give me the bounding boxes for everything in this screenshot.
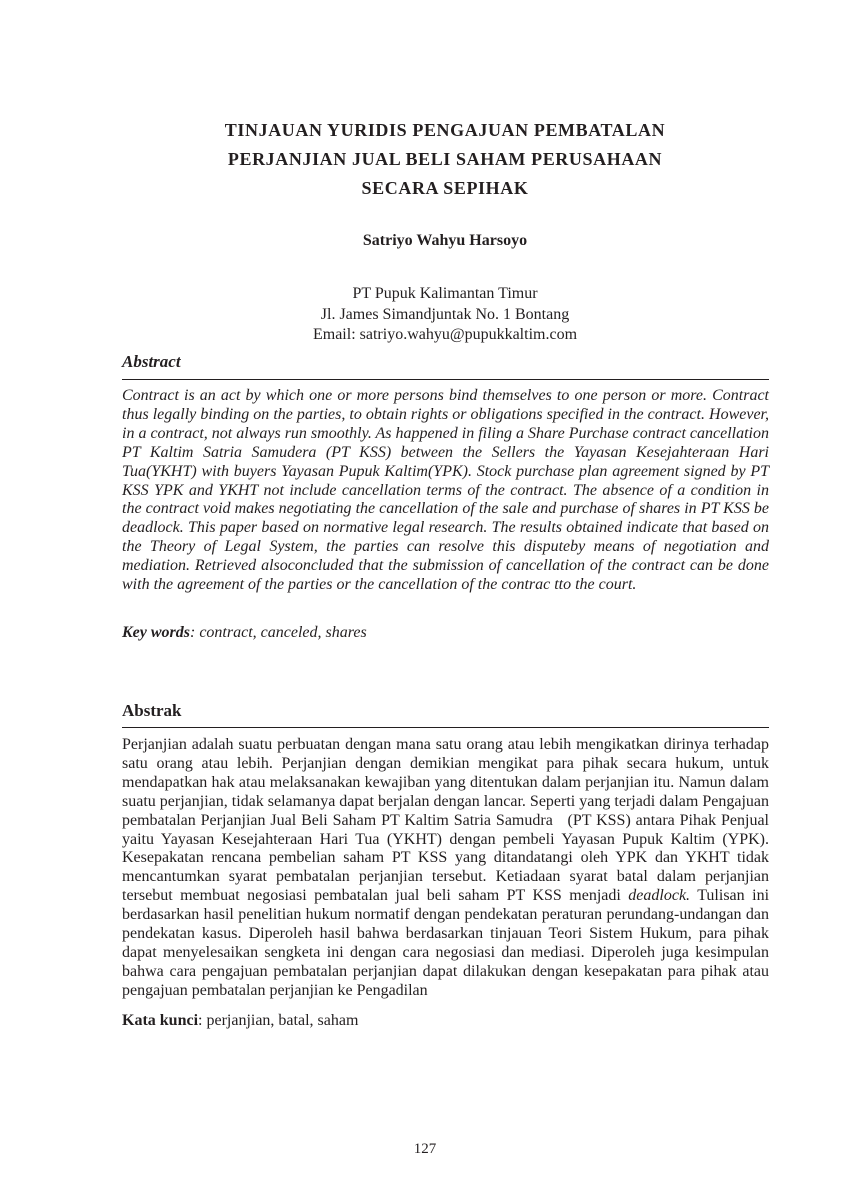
affiliation-address: Jl. James Simandjuntak No. 1 Bontang [320, 305, 570, 323]
abstract-heading: Abstract [122, 352, 181, 371]
abstract-text: Contract is an act by which one or more persons bind themselves to one person or more. Contract thus legally binding on the parties, to obtain rights or obligations specified in the contract. However, in a contract, not always run smoothly. As happened in filing a Share Purchase contract cancellation PT Kaltim Satria Samudera (PT KSS) between the Sellers the Yayasan Kesejahteraan Hari Tua(YKHT) with buyers Yayasan Pupuk Kaltim(YPK). Stock purchase plan agreement signed by PT KSS YPK and YKHT not include cancellation terms of the contract. The absence of a condition in the contract void makes negotiating the cancellation of the sale and purchase of shares in PT KSS be deadlock. This paper based on normative legal research. The results obtained indicate that based on the Theory of Legal System, the parties can resolve this disputeby means of negotiation and mediation. Retrieved alsoconcluded that the submission of cancellation of the contract can be done with the agreement of the parties or the cancellation of the contrac tto the court. [122, 387, 769, 594]
title-line-1: TINJAUAN YURIDIS PENGAJUAN PEMBATALAN [224, 120, 666, 140]
title-line-3: SECARA SEPIHAK [361, 178, 529, 198]
abstract-keywords [122, 624, 367, 642]
page-number: 127 [413, 1141, 437, 1157]
affiliation-email: Email: satriyo.wahyu@pupukkaltim.com [312, 326, 578, 343]
keywords-label: Key words [122, 624, 190, 641]
abstrak-text-part-2: Tulisan ini berdasarkan hasil penelitian hukum normatif dengan pendekatan peraturan perundang-undangan dan pendekatan kasus. Diperoleh hasil bahwa berdasarkan tinjauan Teori Sistem Hukum, para pihak dapat menyelesaikan sengketa ini dengan cara negosiasi dan mediasi. Diperoleh juga kesimpulan bahwa cara pengajuan pembatalan perjanjian dapat dilakukan dengan kesepakatan para pihak atau pengajuan pembatalan perjanjian ke Pengadilan [122, 887, 770, 999]
abstrak-keywords [122, 1012, 358, 1030]
author-affiliation [120, 284, 770, 346]
author-name: Satriyo Wahyu Harsoyo [362, 232, 528, 249]
abstract-rule [122, 379, 769, 380]
abstrak-heading: Abstrak [122, 701, 182, 720]
abstrak-text [122, 736, 769, 1001]
paper-title [120, 116, 770, 203]
abstrak-text-part-1: Perjanjian adalah suatu perbuatan dengan mana satu orang atau lebih mengikatkan dirinya terhadap satu orang atau lebih. Perjanjian dengan demikian mengikat para pihak secara hukum, untuk mendapatkan hak atau melaksanakan kewajiban yang ditentukan dalam perjanjian itu. Namun dalam suatu perjanjian, tidak selamanya dapat berjalan dengan lancar. Seperti yang terjadi dalam Pengajuan pembatalan Perjanjian Jual Beli Saham PT Kaltim Satria Samudra (PT KSS) antara Pihak Penjual yaitu Yayasan Kesejahteraan Hari Tua (YKHT) dengan pembeli Yayasan Pupuk Kaltim (YPK). Kesepakatan rencana pembelian saham PT KSS yang ditandatangi oleh YPK dan YKHT tidak mencantumkan syarat pembatalan perjanjian tersebut. Ketiadaan syarat batal dalam perjanjian tersebut membuat negosiasi pembatalan jual beli saham PT KSS menjadi [122, 736, 769, 905]
abstrak-text-italic: deadlock. [628, 887, 691, 905]
title-line-2: PERJANJIAN JUAL BELI SAHAM PERUSAHAAN [227, 149, 663, 169]
affiliation-company: PT Pupuk Kalimantan Timur [352, 285, 538, 302]
kata-kunci-value: : perjanjian, batal, saham [198, 1012, 359, 1029]
kata-kunci-label: Kata kunci [122, 1012, 199, 1029]
keywords-value: : contract, canceled, shares [190, 624, 367, 641]
abstrak-rule [122, 727, 769, 728]
